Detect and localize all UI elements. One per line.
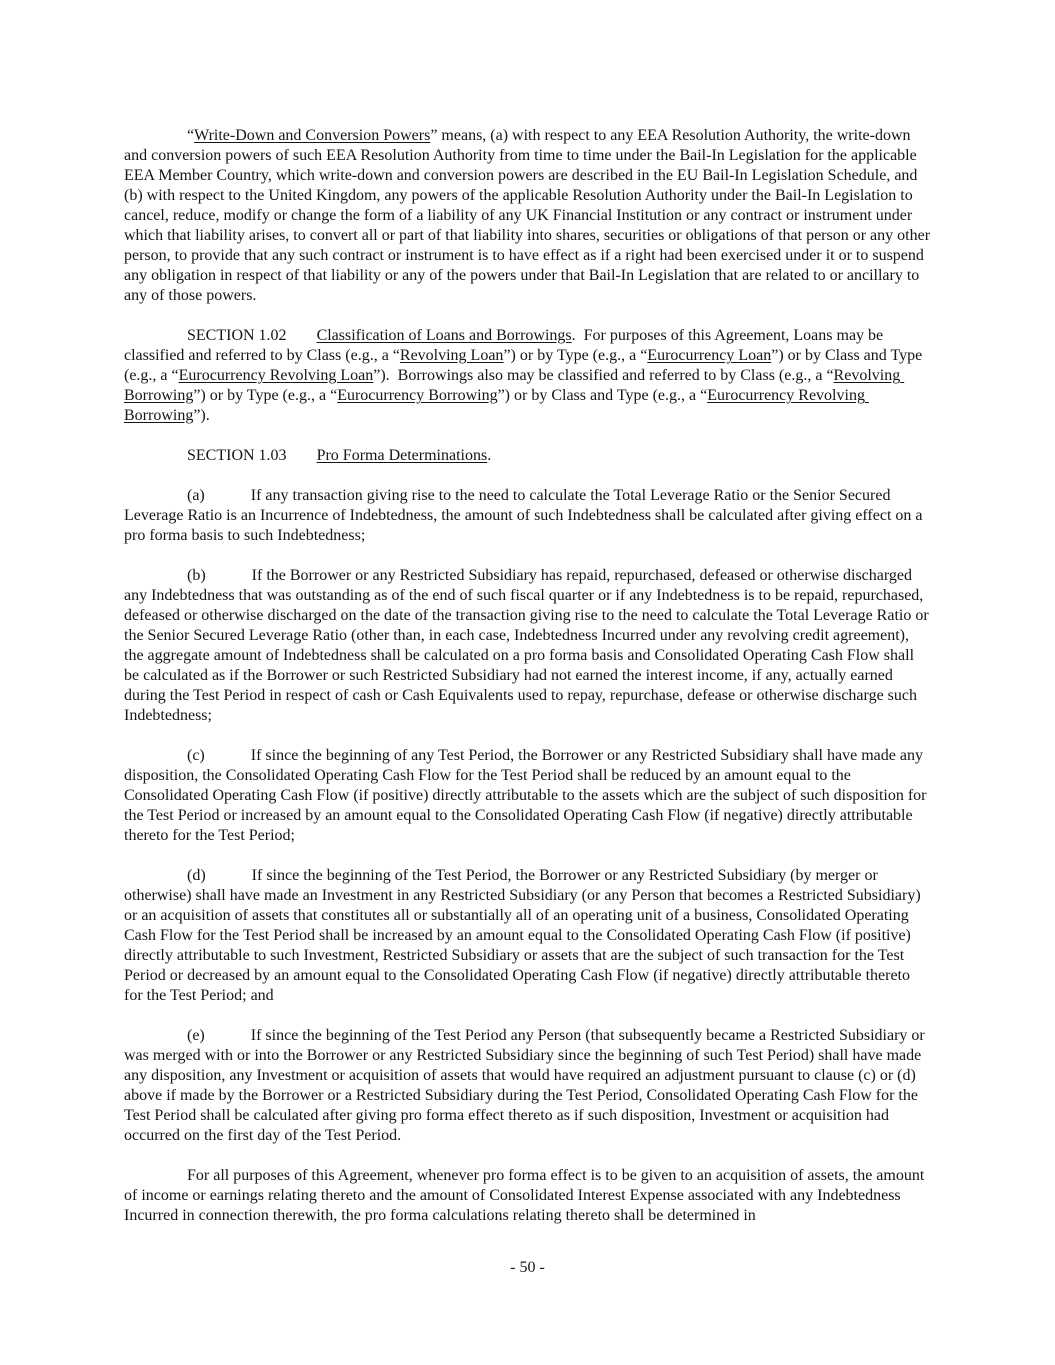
- paragraph-clause-d: (d) If since the beginning of the Test Period, the Borrower or any Restricted Subsidiary (by merger or otherwise) shall have made an Investment in any Restricted Subsidiary (or any Person that becomes a Restricted Subsidiary) or an acquisition of assets that constitutes all or substantially all of an operating unit of a business, Consolidated Operating Cash Flow for the Test Period shall be increased by an amount equal to the Consolidated Operating Cash Flow (if positive) directly attributable to such Investment, Restricted Subsidiary or assets that are the subject of such transaction for the Test Period or decreased by an amount equal to the Consolidated Operating Cash Flow (if negative) directly attributable thereto for the Test Period; and: [124, 867, 925, 1004]
- paragraph-section-1-02-classification: SECTION 1.02 Classification of Loans and Borrowings. For purposes of this Agreement, Loans may be classified and referred to by Class (e.g., a “Revolving Loan”) or by Type (e.g., a “Eurocurrency Loan”) or by Class and Type (e.g., a “Eurocurrency Revolving Loan”). Borrowings also may be classified and referred to by Class (e.g., a “Revolving Borrowing”) or by Type (e.g., a “Eurocurrency Borrowing”) or by Class and Type (e.g., a “Eurocurrency Revolving Borrowing”).: [124, 327, 927, 424]
- paragraph-clause-e: (e) If since the beginning of the Test Period any Person (that subsequently became a Restricted Subsidiary or was merged with or into the Borrower or any Restricted Subsidiary since the beginning of such Test Period) shall have made any disposition, any Investment or acquisition of assets that would have required an adjustment pursuant to clause (c) or (d) above if made by the Borrower or a Restricted Subsidiary during the Test Period, Consolidated Operating Cash Flow for the Test Period shall be calculated after giving pro forma effect thereto as if such disposition, Investment or acquisition had occurred on the first day of the Test Period.: [124, 1027, 929, 1144]
- paragraph-section-1-03-heading: SECTION 1.03 Pro Forma Determinations.: [187, 447, 492, 464]
- paragraph-clause-b: (b) If the Borrower or any Restricted Subsidiary has repaid, repurchased, defeased or otherwise discharged any Indebtedness that was outstanding as of the end of such fiscal quarter or if any Indebtedness is to be repaid, repurchased, defeased or otherwise discharged on the date of the transaction giving rise to the need to calculate the Total Leverage Ratio or the Senior Secured Leverage Ratio (other than, in each case, Indebtedness Incurred under any revolving credit agreement), the aggregate amount of Indebtedness shall be calculated on a pro forma basis and Consolidated Operating Cash Flow shall be calculated as if the Borrower or such Restricted Subsidiary had not earned the interest income, if any, actually earned during the Test Period in respect of cash or Cash Equivalents used to repay, repurchase, defease or otherwise discharge such Indebtedness;: [124, 567, 933, 724]
- paragraph-clause-c: (c) If since the beginning of any Test Period, the Borrower or any Restricted Subsidiary shall have made any disposition, the Consolidated Operating Cash Flow for the Test Period shall be reduced by an amount equal to the Consolidated Operating Cash Flow (if positive) directly attributable to the assets which are the subject of such disposition for the Test Period or increased by an amount equal to the Consolidated Operating Cash Flow (if negative) directly attributable thereto for the Test Period;: [124, 747, 931, 844]
- document-body: [124, 126, 935, 1246]
- paragraph-pro-forma-closing: For all purposes of this Agreement, whenever pro forma effect is to be given to an acquisition of assets, the amount of income or earnings relating thereto and the amount of Consolidated Interest Expense associated with any Indebtedness Incurred in connection therewith, the pro forma calculations relating thereto shall be determined in: [124, 1167, 929, 1224]
- paragraph-write-down-definition: “Write-Down and Conversion Powers” means, (a) with respect to any EEA Resolution Authority, the write-down and conversion powers of such EEA Resolution Authority from time to time under the Bail-In Legislation for the applicable EEA Member Country, which write-down and conversion powers are described in the EU Bail-In Legislation Schedule, and (b) with respect to the United Kingdom, any powers of the applicable Resolution Authority under the Bail-In Legislation to cancel, reduce, modify or change the form of a liability of any UK Financial Institution or any contract or instrument under which that liability arises, to convert all or part of that liability into shares, securities or obligations of that person or any other person, to provide that any such contract or instrument is to have effect as if a right had been exercised under it or to suspend any obligation in respect of that liability or any of the powers under that Bail-In Legislation that are related to or ancillary to any of those powers.: [124, 127, 935, 304]
- paragraph-clause-a: (a) If any transaction giving rise to the need to calculate the Total Leverage Ratio or the Senior Secured Leverage Ratio is an Incurrence of Indebtedness, the amount of such Indebtedness shall be calculated after giving effect on a pro forma basis to such Indebtedness;: [124, 487, 927, 544]
- page-number: - 50 -: [510, 1259, 545, 1276]
